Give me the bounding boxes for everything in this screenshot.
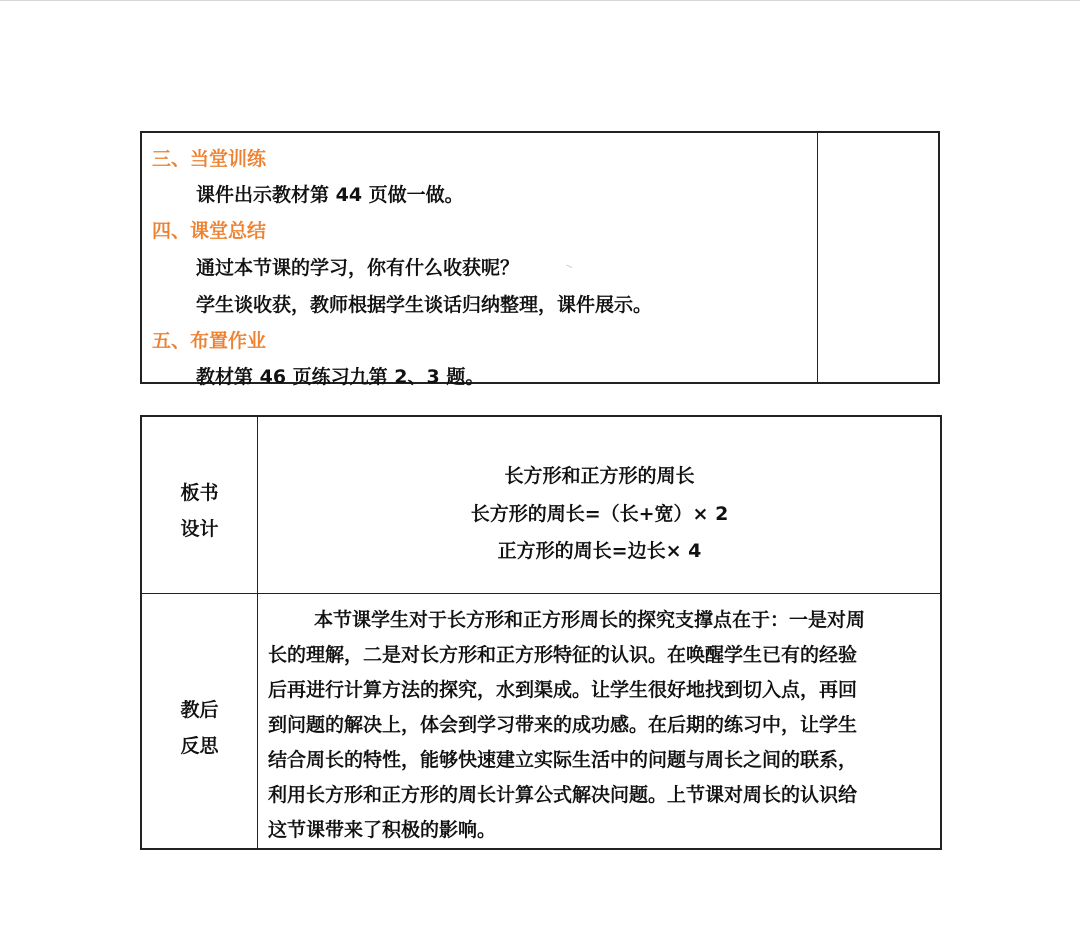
board-title: 长方形和正方形的周长 <box>504 465 695 487</box>
reflection-line: 后再进行计算方法的探究，水到渠成。让学生很好地找到切入点，再回 <box>268 679 858 701</box>
reflection-line: 结合周长的特性，能够快速建立实际生活中的问题与周长之间的联系， <box>268 749 858 771</box>
reflection-line: 这节课带来了积极的影响。 <box>268 819 497 841</box>
lesson-procedure-table <box>140 131 940 388</box>
summary-activity: 学生谈收获，教师根据学生谈话归纳整理，课件展示。 <box>196 294 653 316</box>
homework-text: 教材第 46 页练习九第 2、3 题。 <box>196 366 485 388</box>
reflection-line: 本节课学生对于长方形和正方形周长的探究支撑点在于：一是对周 <box>314 609 866 631</box>
board-design-label-2: 设计 <box>180 518 219 540</box>
summary-heading: 四、课堂总结 <box>152 220 267 242</box>
reflection-line: 到问题的解决上，体会到学习带来的成功感。在后期的练习中，让学生 <box>268 714 858 736</box>
reflection-line: 利用长方形和正方形的周长计算公式解决问题。上节课对周长的认识给 <box>268 784 858 806</box>
square-perimeter-formula: 正方形的周长=边长× 4 <box>497 540 702 562</box>
board-design-label-1: 板书 <box>180 482 219 504</box>
rectangle-perimeter-formula: 长方形的周长=（长+宽）× 2 <box>470 503 729 525</box>
row-divider <box>142 593 940 594</box>
board-reflection-table <box>140 415 942 850</box>
notes-column-divider <box>817 133 818 382</box>
summary-question: 通过本节课的学习，你有什么收获呢？ <box>196 257 520 279</box>
reflection-label-1: 教后 <box>180 699 219 721</box>
label-column-divider <box>257 417 258 848</box>
reflection-line: 长的理解，二是对长方形和正方形特征的认识。在唤醒学生已有的经验 <box>268 644 858 666</box>
stray-mark <box>566 261 574 268</box>
reflection-text <box>268 603 938 848</box>
practice-text: 课件出示教材第 44 页做一做。 <box>196 184 464 206</box>
practice-heading: 三、当堂训练 <box>152 148 267 170</box>
homework-heading: 五、布置作业 <box>152 330 267 352</box>
reflection-label-2: 反思 <box>180 735 219 757</box>
page-top-border <box>0 0 1080 1</box>
